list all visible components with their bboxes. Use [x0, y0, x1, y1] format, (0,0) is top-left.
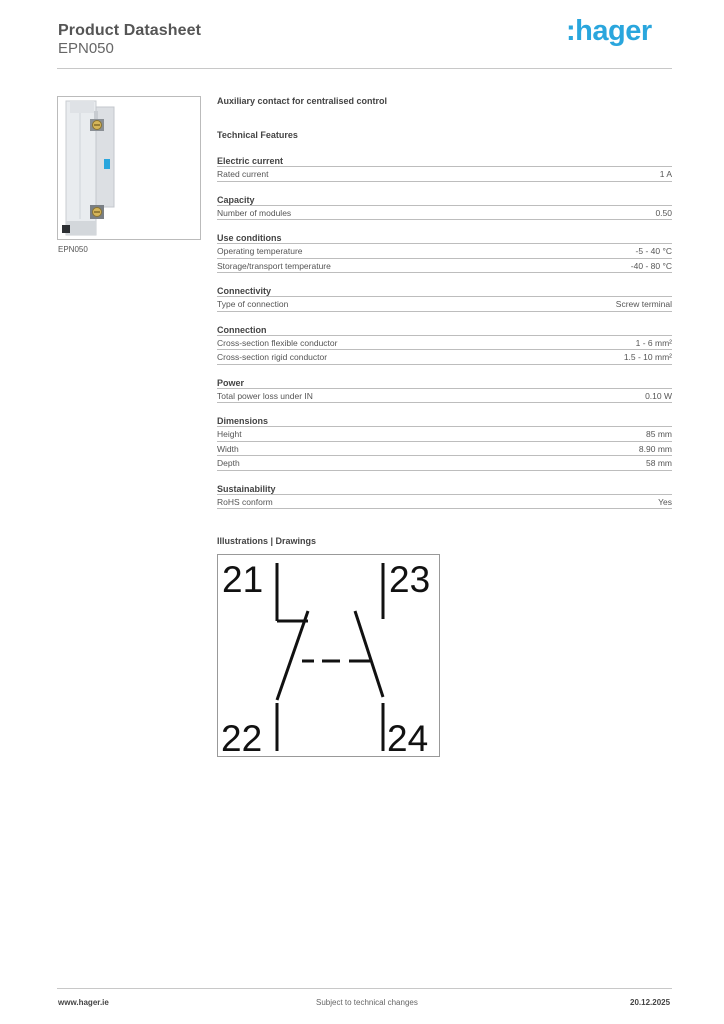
spec-group-connection: [217, 325, 672, 365]
spec-group-title: Dimensions: [217, 416, 672, 427]
hager-logo: [566, 14, 666, 48]
product-image-caption: EPN050: [58, 245, 88, 254]
spec-group-electric-current: [217, 156, 672, 182]
spec-label: RoHS conform: [217, 496, 273, 507]
illustrations-heading: Illustrations | Drawings: [217, 536, 317, 546]
spec-label: Cross-section flexible conductor: [217, 337, 338, 348]
spec-value: 1.5 - 10 mm²: [623, 352, 672, 362]
spec-label: Height: [217, 429, 242, 439]
spec-group-power: [217, 378, 672, 404]
spec-row: [217, 442, 672, 457]
spec-group-title: Sustainability: [217, 484, 672, 495]
spec-row: [217, 297, 672, 312]
spec-value: Yes: [658, 496, 672, 507]
spec-row: [217, 495, 672, 510]
spec-value: -40 - 80 °C: [630, 260, 672, 271]
spec-row: [217, 389, 672, 404]
wiring-diagram: [217, 554, 440, 757]
spec-row: [217, 350, 672, 365]
terminal-label-21: 21: [222, 559, 264, 600]
terminal-label-23: 23: [389, 559, 431, 600]
technical-features-table: [217, 156, 672, 522]
spec-row: [217, 259, 672, 274]
logo-text: :hager: [566, 15, 652, 47]
spec-value: 0.10 W: [645, 390, 672, 401]
terminal-label-24: 24: [387, 718, 429, 756]
spec-group-connectivity: [217, 286, 672, 312]
spec-value: 1 A: [659, 169, 672, 179]
spec-label: Depth: [217, 458, 240, 468]
product-description: Auxiliary contact for centralised control: [217, 96, 388, 106]
header-divider: [57, 68, 672, 69]
spec-label: Type of connection: [217, 299, 289, 309]
spec-group-title: Capacity: [217, 195, 672, 206]
spec-label: Storage/transport temperature: [217, 260, 331, 271]
spec-value: 58 mm: [646, 458, 672, 468]
nc-contact-blade: [277, 611, 308, 700]
spec-value: 0.50: [655, 207, 672, 218]
no-contact-blade: [355, 611, 383, 697]
spec-label: Operating temperature: [217, 246, 303, 256]
spec-group-title: Connectivity: [217, 286, 672, 297]
spec-label: Cross-section rigid conductor: [217, 352, 328, 362]
spec-value: -5 - 40 °C: [635, 246, 672, 256]
spec-group-title: Power: [217, 378, 672, 389]
spec-group-use-conditions: [217, 233, 672, 273]
spec-label: Rated current: [217, 169, 269, 179]
spec-row: [217, 427, 672, 442]
spec-value: 1 - 6 mm²: [635, 337, 672, 348]
spec-row: [217, 206, 672, 221]
product-code: EPN050: [58, 40, 114, 57]
spec-value: 85 mm: [646, 429, 672, 439]
spec-group-title: Electric current: [217, 156, 672, 167]
spec-row: [217, 456, 672, 471]
spec-label: Width: [217, 443, 239, 454]
spec-group-sustainability: [217, 484, 672, 510]
footer-divider: [57, 988, 672, 989]
spec-row: [217, 336, 672, 351]
footer-notice: Subject to technical changes: [316, 998, 418, 1007]
footer-date: 20.12.2025: [630, 998, 671, 1007]
page-title: Product Datasheet: [58, 22, 202, 39]
contact-schematic: [218, 555, 439, 756]
auxiliary-contact-device-picture: [58, 97, 200, 239]
footer-website: www.hager.ie: [58, 998, 109, 1007]
spec-group-dimensions: [217, 416, 672, 471]
spec-group-title: Connection: [217, 325, 672, 336]
spec-row: [217, 167, 672, 182]
spec-label: Number of modules: [217, 207, 292, 218]
terminal-label-22: 22: [221, 718, 263, 756]
technical-features-heading: Technical Features: [217, 130, 298, 140]
product-image: [57, 96, 201, 240]
spec-group-title: Use conditions: [217, 233, 672, 244]
spec-value: 8.90 mm: [638, 443, 672, 454]
spec-value: Screw terminal: [615, 299, 672, 309]
spec-label: Total power loss under IN: [217, 390, 313, 401]
spec-group-capacity: [217, 195, 672, 221]
spec-row: [217, 244, 672, 259]
